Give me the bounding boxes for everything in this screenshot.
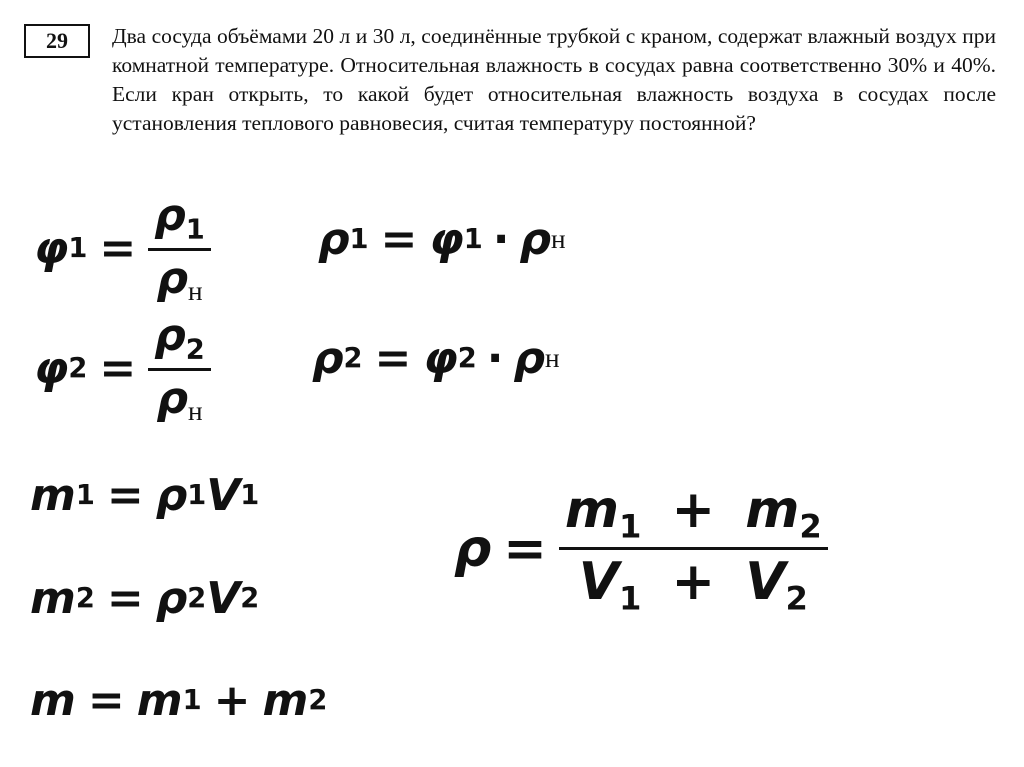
equals-sign: = xyxy=(99,222,137,274)
problem-text: Два сосуда объёмами 20 л и 30 л, соединённые трубкой с краном, содержат влажный воздух при комнатной температуре. Относительная влажность в сосудах равна соответственно 30% и 40%. Если кран открыть, то какой будет относительная влажность воздуха в сосудах после установления теплового равновесия, считая температуру постоянной? xyxy=(112,24,996,135)
fraction: $\frac{\rho_1}{\rho н}$ xyxy=(148,190,210,307)
formula-phi2-definition: φ 2 = $\frac{\rho_2}{\rho н}$ xyxy=(34,310,211,427)
phi-symbol: φ xyxy=(34,222,69,274)
fraction: $\frac{\rho_2}{\rho н}$ xyxy=(148,310,210,427)
formula-total-mass: m = m 1 + m 2 xyxy=(30,675,328,726)
formula-rho1: ρ 1 = φ 1 · ρ н xyxy=(318,214,566,265)
fraction: $\frac{m_1 + m_2}{V_1 + V_2}$ xyxy=(559,480,828,618)
formula-m1: m 1 = ρ 1 V 1 xyxy=(30,470,260,521)
multiply-dot: · xyxy=(492,214,510,265)
formula-rho-mixture: ρ = $\frac{m_1 + m_2}{V_1 + V_2}$ xyxy=(454,480,828,618)
plus-sign: + xyxy=(213,675,251,726)
problem-number: 29 xyxy=(24,24,90,58)
multiply-dot: · xyxy=(486,333,504,384)
formula-phi1-definition: φ 1 = $\frac{\rho_1}{\rho н}$ xyxy=(34,190,211,307)
formula-rho2: ρ 2 = φ 2 · ρ н xyxy=(312,333,560,384)
formula-m2: m 2 = ρ 2 V 2 xyxy=(30,573,260,624)
